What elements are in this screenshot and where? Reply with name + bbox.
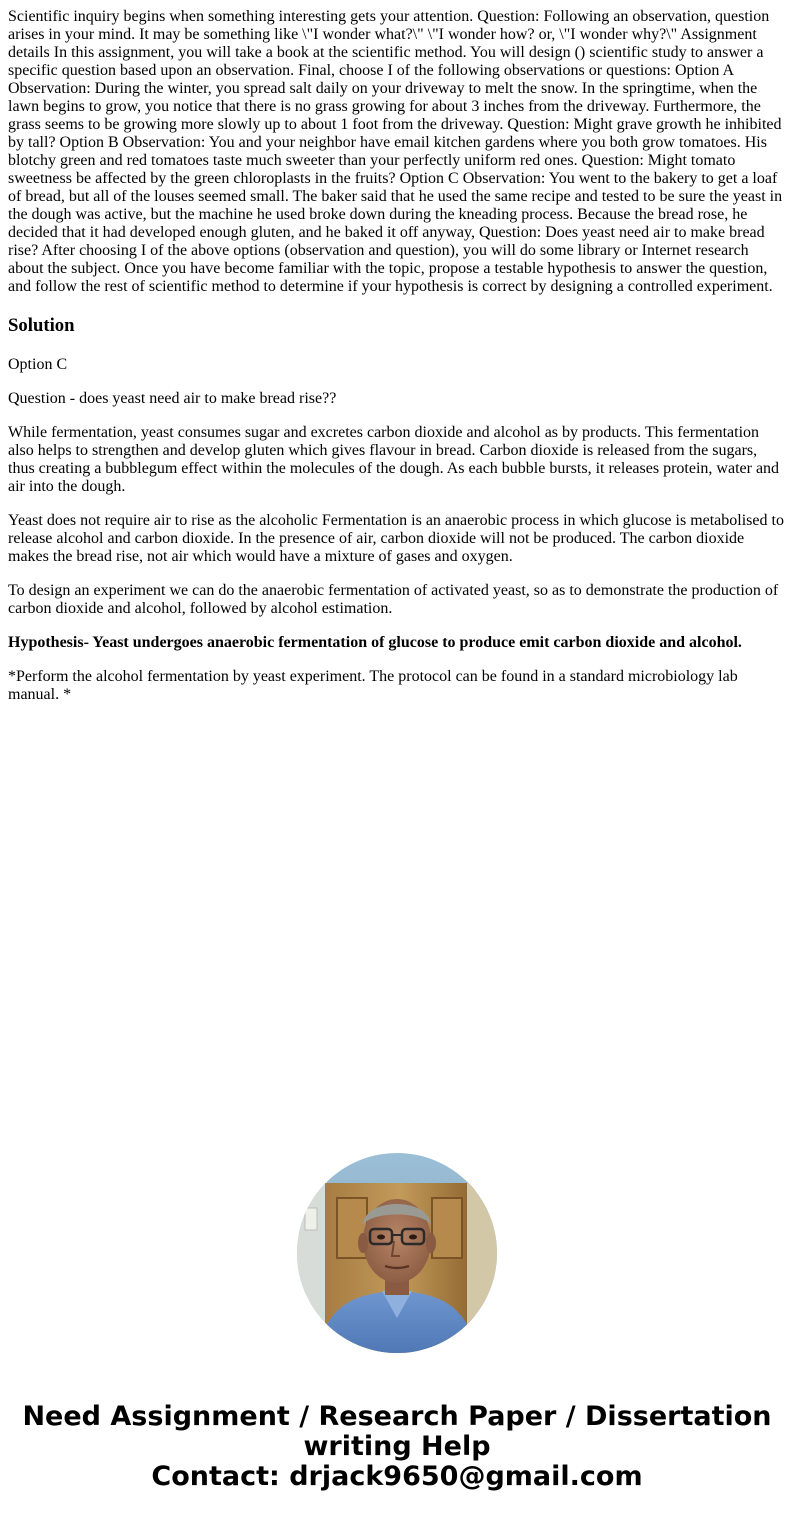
hypothesis-text: Hypothesis- Yeast undergoes anaerobic fermentation of glucose to produce emit carbon dioxide and alcohol. — [8, 634, 742, 651]
author-photo-illustration — [297, 1153, 497, 1353]
solution-heading: Solution — [8, 315, 75, 336]
banner-line-2: writing Help — [303, 1431, 491, 1462]
solution-paragraph-3: To design an experiment we can do the anaerobic fermentation of activated yeast, so as to demonstrate the production of carbon dioxide and alcohol, followed by alcohol estimation. — [8, 582, 779, 617]
solution-paragraph-4: *Perform the alcohol fermentation by yeast experiment. The protocol can be found in a standard microbiology lab manual. * — [8, 668, 738, 703]
solution-question: Question - does yeast need air to make bread rise?? — [8, 390, 337, 407]
question-text: Scientific inquiry begins when something interesting gets your attention. Question: Following an observation, question arises in your mind. It may be something like \"I wonder what?\" \"I wonder how? or, \"I wonder why?\" Assignment details In this assignment, you will take a book at the scientific method. You will design () scientific study to answer a specific question based upon an observation. Final, choose I of the following observations or questions: Option A Observation: During the winter, you spread salt daily on your driveway to melt the snow. In the springtime, when the lawn begins to grow, you notice that there is no grass growing for about 3 inches from the driveway. Furthermore, the grass seems to be growing more slowly up to about 1 foot from the driveway. Question: Might grave growth he inhibited by tall? Option B Observation: You and your neighbor have email kitchen gardens where you both grow tomatoes. His blotchy green and red tomatoes taste much sweeter than your perfectly uniform red ones. Question: Might tomato sweetness be affected by the green chloroplasts in the fruits? Option C Observation: You went to the bakery to get a loaf of bread, but all of the louses seemed small. The baker said that he used the same recipe and tested to be sure the yeast in the dough was active, but the machine he used broke down during the kneading process. Because the bread rose, he decided that it had developed enough gluten, and he baked it off anyway, Question: Does yeast need air to make bread rise? After choosing I of the above options (observation and question), you will do some library or Internet research about the subject. Once you have become familiar with the topic, propose a testable hypothesis to answer the question, and follow the rest of scientific method to determine if your hypothesis is correct by designing a controlled experiment. — [8, 8, 783, 295]
author-photo — [297, 1153, 497, 1353]
banner-line-1: Need Assignment / Research Paper / Dissertation — [22, 1401, 772, 1432]
solution-paragraph-1: While fermentation, yeast consumes sugar and excretes carbon dioxide and alcohol as by products. This fermentation also helps to strengthen and develop gluten which gives flavour in bread. Carbon dioxide is released from the sugars, thus creating a bubblegum effect within the molecules of the dough. As each bubble bursts, it releases protein, water and air into the dough. — [8, 424, 780, 495]
solution-paragraph-2: Yeast does not require air to rise as the alcoholic Fermentation is an anaerobic process in which glucose is metabolised to release alcohol and carbon dioxide. In the presence of air, carbon dioxide will not be produced. The carbon dioxide makes the bread rise, not air which would have a mixture of gases and oxygen. — [8, 512, 784, 565]
contact-email: Contact: drjack9650@gmail.com — [151, 1461, 643, 1492]
solution-option: Option C — [8, 356, 68, 373]
contact-banner — [0, 1402, 794, 1492]
document-body — [8, 8, 786, 720]
